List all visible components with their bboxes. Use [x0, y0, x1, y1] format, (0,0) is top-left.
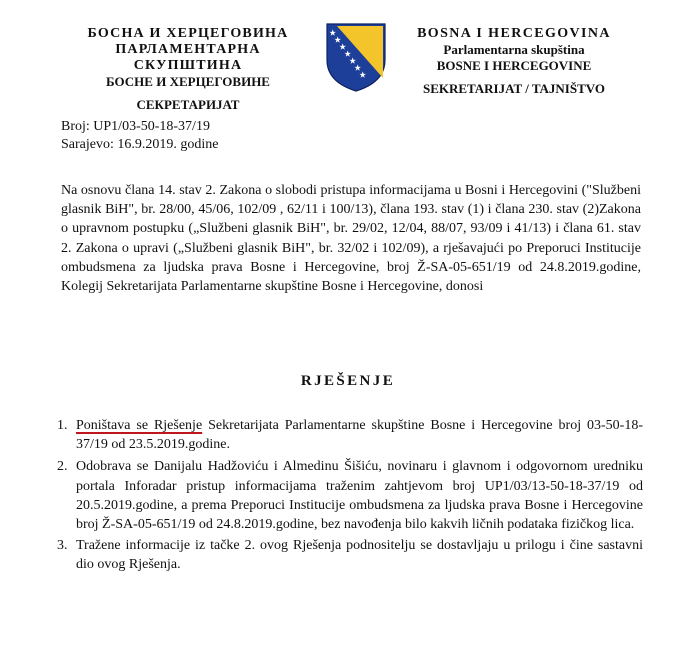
decision-title: RJEŠENJE	[300, 373, 396, 389]
item-text-rest: Sekretarijata Parlamentarne skupštine Bosne i Hercegovine broj 03-50-18-37/19 od 23.5.2019.godine.	[76, 418, 644, 453]
item-text	[76, 416, 643, 454]
item-text: Odobrava se Danijalu Hadžoviću i Almedinu Šišiću, novinaru i glavnom i odgovornom uredniku portala Inforadar pristup informacijama traženim zahtjevom broj UP1/03/13-50-18-37/19 od 20.5.2019.godine, a prema Preporuci Institucije ombudsmena za ljudska prava Bosne i Hercegovine broj Ž-SA-05-651/19 od 24.8.2019.godine, bez navođenja bilo kakvih ličnih podataka fizičkog lica.	[76, 459, 643, 533]
document-number: Broj: UP1/03-50-18-37/19	[61, 119, 210, 134]
list-item	[57, 416, 643, 454]
header-latin-of-bih: BOSNE I HERCEGOVINE	[436, 58, 592, 73]
header-latin	[398, 26, 630, 97]
item-text: Tražene informacije iz tačke 2. ovog Rješenja podnositelju se dostavljaju u prilogu i čine sastavni dio ovog Rješenja.	[76, 538, 643, 573]
list-item	[57, 536, 643, 574]
header-cyrillic	[60, 26, 316, 113]
header-cyrillic-parliament: ПАРЛАМЕНТАРНА СКУПШТИНА	[115, 42, 261, 73]
preamble-paragraph: Na osnovu člana 14. stav 2. Zakona o slobodi pristupa informacijama u Bosni i Hercegovini ("Službeni glasnik BiH", br. 28/00, 45/06, 102/09 , 62/11 i 100/13), člana 193. stav (1) i člana 230. stav (2)Zakona o upravnom postupku („Službeni glasnik BiH", br. 29/02, 12/04, 88/07, 93/09 i 41/13) i člana 61. stav 2. Zakona o upravi („Službeni glasnik BiH", br. 32/02 i 102/09), a rješavajući po Preporuci Institucije ombudsmena za ljudska prava Bosne i Hercegovine, broj Ž-SA-05-651/19 od 24.8.2019.godine, Kolegij Sekretarijata Parlamentarne skupštine Bosne i Hercegovine, donosi	[61, 183, 641, 295]
item-number: 2.	[57, 459, 68, 475]
list-item	[57, 457, 643, 534]
document-meta	[61, 118, 218, 154]
header-cyrillic-country: БОСНА И ХЕРЦЕГОВИНА	[87, 26, 289, 41]
header-latin-parliament: Parlamentarna skupština	[443, 42, 585, 57]
underlined-phrase: Poništava se Rješenje	[76, 418, 203, 433]
header-latin-secretariat: SEKRETARIJAT / TAJNIŠTVO	[422, 81, 606, 96]
header-latin-country: BOSNA I HERCEGOVINA	[417, 26, 611, 41]
item-number: 3.	[57, 538, 68, 554]
header-cyrillic-of-bih: БОСНЕ И ХЕРЦЕГОВИНЕ	[106, 74, 270, 89]
header-cyrillic-secretariat: СЕКРЕТАРИЈАТ	[136, 97, 240, 112]
item-number: 1.	[57, 418, 68, 433]
document-place-date: Sarajevo: 16.9.2019. godine	[61, 137, 219, 152]
bih-coat-of-arms-icon	[323, 20, 389, 94]
decision-items	[57, 416, 643, 575]
